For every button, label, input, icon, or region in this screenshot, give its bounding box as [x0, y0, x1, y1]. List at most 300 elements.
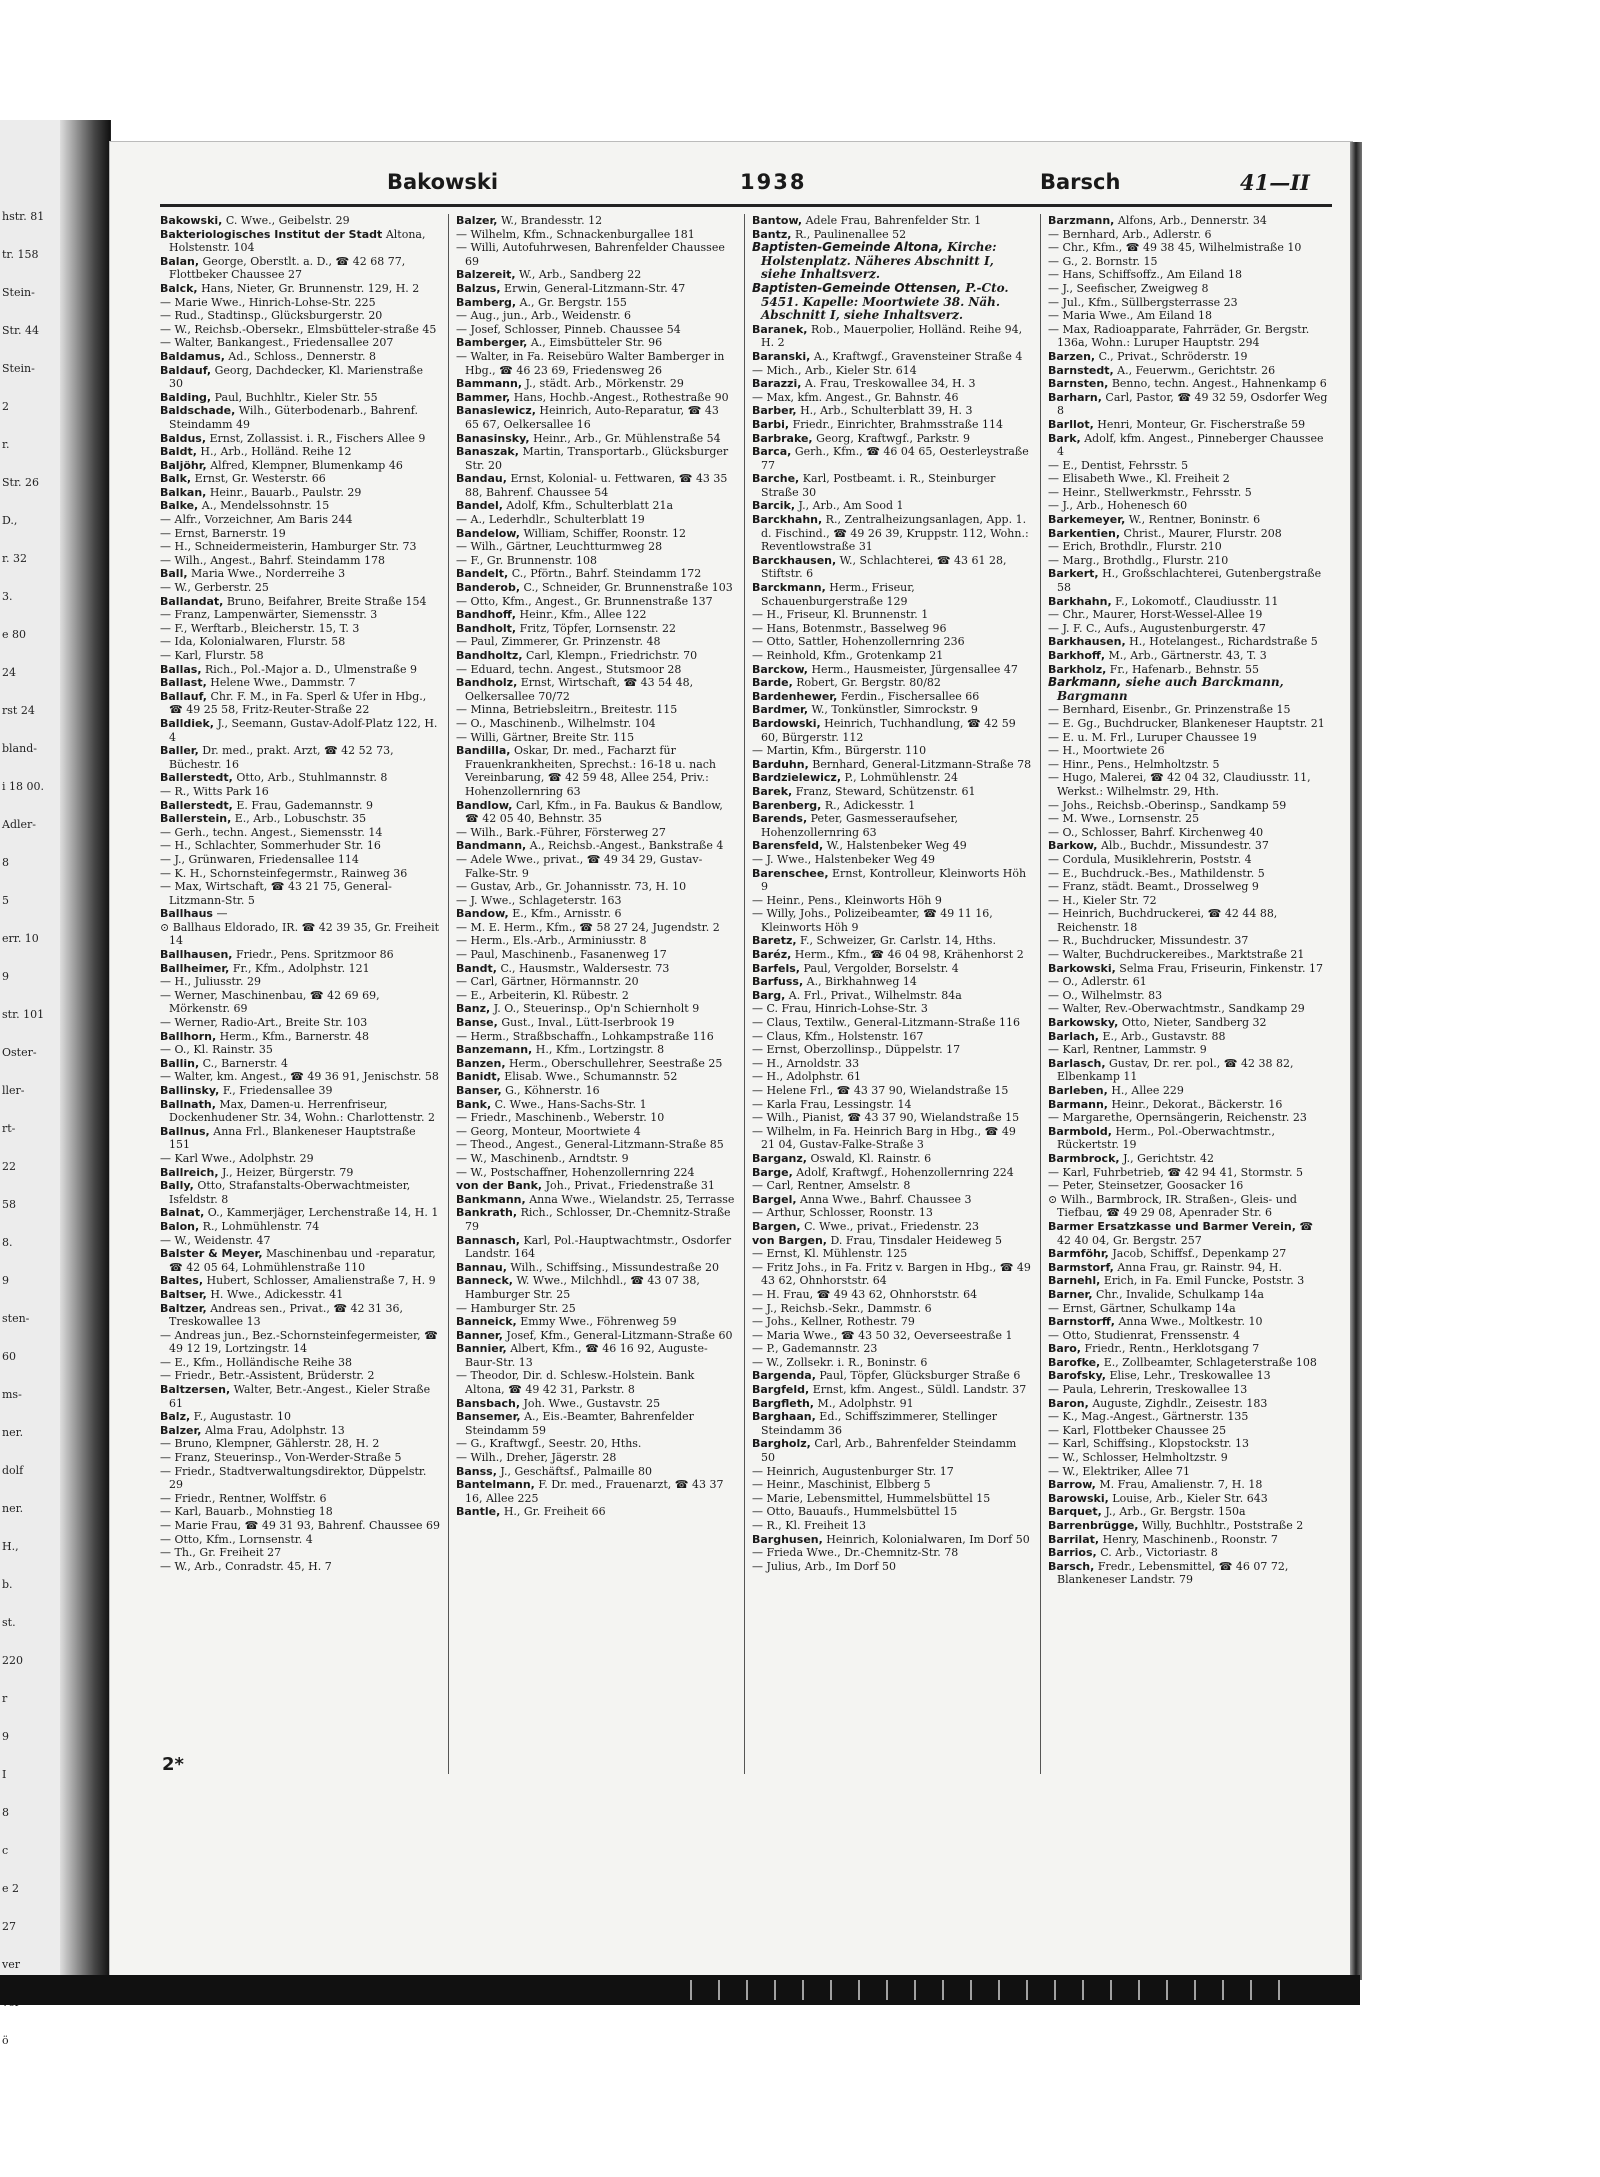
directory-entry	[456, 1111, 736, 1125]
header-last-name: Barsch	[1040, 170, 1121, 194]
directory-entry	[752, 1084, 1032, 1098]
directory-entry	[160, 581, 440, 595]
directory-entry	[752, 1315, 1032, 1329]
entry-surname: Barkentien,	[1048, 526, 1121, 540]
entry-details: A. Frl., Privat., Wilhelmstr. 84a	[788, 988, 962, 1002]
directory-entry	[456, 1397, 736, 1411]
directory-entry	[456, 1206, 736, 1233]
entry-details: E., Kfm., Arnisstr. 6	[512, 907, 622, 921]
directory-entry	[752, 717, 1032, 744]
directory-entry	[160, 1329, 440, 1356]
entry-details: Ferdin., Fischersallee 66	[840, 689, 980, 703]
directory-entry	[1048, 1533, 1328, 1547]
entry-surname: Baranek,	[752, 322, 808, 336]
directory-entry	[1048, 799, 1328, 813]
entry-surname: Barrios,	[1048, 1546, 1097, 1560]
left-page-fragment: r.	[2, 438, 10, 451]
directory-entry	[160, 635, 440, 649]
directory-entry	[456, 336, 736, 350]
directory-entry	[456, 948, 736, 962]
left-page-fragment: Adler-	[2, 818, 36, 831]
entry-details: ⊙ Ballhaus Eldorado, IR. ☎ 42 39 35, Gr. Freiheit 14	[160, 920, 440, 948]
directory-entry	[752, 432, 1032, 446]
entry-details: W. Wwe., Milchhdl., ☎ 43 07 38, Hamburger Str. 25	[465, 1274, 700, 1301]
entry-details: Max, Damen-u. Herrenfriseur, Dockenhudener Str. 34, Wohn.: Charlottenstr. 2	[169, 1097, 435, 1125]
directory-entry	[456, 391, 736, 405]
directory-entry	[160, 364, 440, 391]
directory-entry	[456, 554, 736, 568]
entry-details: — Ernst, Kl. Mühlenstr. 125	[752, 1247, 908, 1261]
directory-entry	[456, 907, 736, 921]
directory-entry	[160, 826, 440, 840]
directory-entry	[752, 635, 1032, 649]
directory-entry	[160, 282, 440, 296]
left-page-fragment: tr. 158	[2, 248, 39, 261]
entry-details: Carl, Kfm., in Fa. Baukus & Bandlow, ☎ 42 05 40, Behnstr. 35	[465, 798, 723, 826]
column-divider	[448, 214, 449, 1774]
entry-surname: Barnstedt,	[1048, 363, 1114, 377]
directory-entry	[160, 1084, 440, 1098]
directory-entry	[1048, 1166, 1328, 1180]
entry-details: — Heinrich, Buchdruckerei, ☎ 42 44 88, Reichenstr. 18	[1048, 907, 1278, 934]
entry-details: P., Lohmühlenstr. 24	[844, 771, 959, 785]
entry-details: F., Lokomotf., Claudiusstr. 11	[1115, 594, 1279, 608]
left-page-fragment: 22	[2, 1160, 16, 1173]
entry-surname: Balon,	[160, 1219, 200, 1233]
entry-details: Adolf, kfm. Angest., Pinneberger Chaussee 4	[1057, 431, 1324, 459]
directory-entry	[1048, 1030, 1328, 1044]
directory-entry	[456, 880, 736, 894]
entry-details: — O., Maschinenb., Wilhelmstr. 104	[456, 716, 656, 730]
directory-entry	[456, 296, 736, 310]
directory-entry	[1048, 1437, 1328, 1451]
directory-entry	[160, 1234, 440, 1248]
entry-details: — H., Arnoldstr. 33	[752, 1056, 860, 1070]
left-page-fragment: 9	[2, 970, 9, 983]
entry-details: Paul, Buchhltr., Kieler Str. 55	[214, 390, 378, 404]
entry-details: Herm., Oberschullehrer, Seestraße 25	[509, 1056, 723, 1070]
entry-surname: Barlasch,	[1048, 1056, 1106, 1070]
directory-entry	[456, 1369, 736, 1396]
entry-details: — Frieda Wwe., Dr.-Chemnitz-Str. 78	[752, 1546, 959, 1560]
directory-entry	[160, 649, 440, 663]
entry-details: — K., Mag.-Angest., Gärtnerstr. 135	[1048, 1410, 1249, 1424]
directory-entry	[160, 499, 440, 513]
entry-surname: Bardenhewer,	[752, 689, 838, 703]
directory-entry	[160, 921, 440, 948]
entry-details: Gustav, Dr. rer. pol., ☎ 42 38 82, Elbenkamp 11	[1057, 1056, 1294, 1084]
directory-entry	[160, 296, 440, 310]
entry-details: — Hans, Botenmstr., Basselweg 96	[752, 621, 947, 635]
entry-details: J., städt. Arb., Mörkenstr. 29	[525, 377, 684, 391]
left-page-fragment: c	[2, 1844, 9, 1857]
entry-details: — W., Postschaffner, Hohenzollernring 224	[456, 1165, 695, 1179]
directory-entry	[752, 1002, 1032, 1016]
entry-surname: Ballast,	[160, 676, 207, 690]
directory-entry	[1048, 1274, 1328, 1288]
entry-details: Ernst, Kontrolleur, Kleinworts Höh 9	[761, 866, 1027, 894]
entry-surname: Barends,	[752, 812, 808, 826]
entry-details: Fr., Hafenarb., Behnstr. 55	[1109, 662, 1260, 676]
entry-surname: Baltzer,	[160, 1301, 207, 1315]
directory-entry	[1048, 459, 1328, 473]
directory-entry	[752, 1166, 1032, 1180]
column-3	[752, 214, 1032, 1914]
entry-surname: Barghusen,	[752, 1532, 823, 1546]
entry-details: C., Pförtn., Bahrf. Steindamm 172	[511, 567, 702, 581]
page-right-edge	[1350, 142, 1362, 1980]
directory-entry	[1048, 323, 1328, 350]
entry-details: Herm., Kfm., ☎ 46 04 98, Krähenhorst 2	[794, 948, 1024, 962]
left-page-fragment: I	[2, 1768, 7, 1781]
entry-surname: Bandau,	[456, 472, 507, 486]
directory-entry	[160, 336, 440, 350]
entry-details: — Claus, Kfm., Holstenstr. 167	[752, 1029, 924, 1043]
entry-surname: Barofsky,	[1048, 1369, 1106, 1383]
directory-entry	[1048, 1057, 1328, 1084]
directory-entry	[456, 432, 736, 446]
entry-details: — Bruno, Klempner, Gählerstr. 28, H. 2	[160, 1437, 380, 1451]
directory-entry	[752, 1193, 1032, 1207]
directory-entry	[456, 1002, 736, 1016]
directory-entry	[456, 241, 736, 268]
directory-entry	[1048, 1111, 1328, 1125]
entry-surname: Banaslewicz,	[456, 404, 536, 418]
header-page-number: 41—II	[1240, 170, 1310, 195]
entry-details: — R., Kl. Freiheit 13	[752, 1519, 866, 1532]
entry-details: — J., Grünwaren, Friedensallee 114	[160, 852, 359, 866]
directory-entry	[1048, 527, 1328, 541]
directory-entry	[752, 1505, 1032, 1519]
entry-surname: Barkow,	[1048, 839, 1098, 853]
entry-details: Wilh., Schiffsing., Missundestraße 20	[510, 1260, 720, 1274]
entry-details: Maria Wwe., Norderreihe 3	[191, 567, 346, 581]
directory-entry	[752, 948, 1032, 962]
left-page-fragment: D.,	[2, 514, 18, 527]
left-page-fragment: e 2	[2, 1882, 20, 1895]
entry-details: — Paul, Zimmerer, Gr. Prinzenstr. 48	[456, 635, 661, 649]
directory-entry	[160, 1125, 440, 1152]
entry-details: Selma Frau, Friseurin, Finkenstr. 17	[1119, 961, 1323, 975]
directory-entry	[752, 1016, 1032, 1030]
entry-surname: Baltzersen,	[160, 1383, 231, 1397]
entry-surname: Balnat,	[160, 1206, 205, 1220]
entry-surname: Banzen,	[456, 1056, 506, 1070]
entry-details: — W., Gerberstr. 25	[160, 581, 269, 595]
directory-columns	[160, 214, 1332, 1914]
directory-entry	[1048, 377, 1328, 391]
entry-details: J., Heizer, Bürgerstr. 79	[222, 1165, 354, 1179]
directory-entry	[1048, 1193, 1328, 1220]
entry-details: — Ernst, Oberzollinsp., Düppelstr. 17	[752, 1043, 961, 1057]
directory-entry	[160, 1274, 440, 1288]
left-page-fragment: sten-	[2, 1312, 30, 1325]
directory-entry	[456, 1315, 736, 1329]
entry-details: Heinrich, Kolonialwaren, Im Dorf 50	[826, 1532, 1030, 1546]
entry-details: — Friedr., Maschinenb., Weberstr. 10	[456, 1111, 665, 1125]
directory-entry	[456, 567, 736, 581]
entry-details: — Marie, Lebensmittel, Hummelsbüttel 15	[752, 1491, 991, 1505]
directory-entry	[456, 1138, 736, 1152]
entry-details: C. Wwe., privat., Friedenstr. 23	[804, 1219, 979, 1233]
directory-entry	[752, 228, 1032, 242]
directory-entry	[160, 432, 440, 446]
entry-details: — Karl, Flurstr. 58	[160, 649, 264, 662]
entry-details: Rich., Pol.-Major a. D., Ulmenstraße 9	[205, 662, 417, 676]
directory-entry	[160, 1070, 440, 1084]
entry-details: M. Frau, Amalienstr. 7, H. 18	[1099, 1478, 1263, 1492]
entry-details: Auguste, Zighdlr., Zeisestr. 183	[1092, 1396, 1268, 1410]
entry-details: — G., 2. Bornstr. 15	[1048, 254, 1158, 268]
entry-details: Robert, Gr. Bergstr. 80/82	[796, 676, 941, 690]
entry-details: — W., Weidenstr. 47	[160, 1233, 271, 1247]
directory-entry	[752, 690, 1032, 704]
entry-surname: Bannau,	[456, 1260, 507, 1274]
entry-surname: Bantz,	[752, 227, 792, 241]
directory-entry	[160, 1451, 440, 1465]
entry-surname: Banz,	[456, 1002, 491, 1016]
directory-entry	[752, 758, 1032, 772]
directory-entry	[1048, 853, 1328, 867]
directory-entry	[456, 894, 736, 908]
entry-details: C., Schneider, Gr. Brunnenstraße 103	[523, 581, 733, 595]
directory-entry	[1048, 418, 1328, 432]
directory-entry	[456, 445, 736, 472]
entry-details: siehe auch Barckmann, Bargmann	[1057, 675, 1284, 703]
entry-surname: Ballhausen,	[160, 948, 233, 962]
directory-entry	[1048, 1002, 1328, 1016]
entry-surname: Ballhorn,	[160, 1029, 217, 1043]
directory-entry	[456, 962, 736, 976]
entry-details: Friedr., Pens. Spritzmoor 86	[235, 948, 394, 962]
directory-entry	[160, 255, 440, 282]
entry-details: Jacob, Schiffsf., Depenkamp 27	[1112, 1247, 1287, 1261]
entry-surname: Baljöhr,	[160, 458, 207, 472]
directory-entry	[752, 1043, 1032, 1057]
directory-entry	[1048, 758, 1328, 772]
entry-details: A., Reichsb.-Angest., Bankstraße 4	[529, 839, 724, 853]
directory-entry	[456, 744, 736, 798]
directory-entry	[456, 649, 736, 663]
directory-entry	[1048, 513, 1328, 527]
entry-details: Gerh., Kfm., ☎ 46 04 65, Oesterleystraße 77	[761, 445, 1029, 472]
entry-details: ☎ 42 40 04, Gr. Bergstr. 257	[1057, 1219, 1314, 1247]
entry-details: Georg, Kraftwgf., Parkstr. 9	[816, 431, 970, 445]
entry-details: — W., Zollsekr. i. R., Boninstr. 6	[752, 1355, 928, 1369]
entry-surname: Bargfeld,	[752, 1383, 810, 1397]
entry-surname: Ballerstedt,	[160, 798, 233, 812]
directory-entry	[456, 1084, 736, 1098]
directory-entry	[160, 975, 440, 989]
directory-entry	[160, 1043, 440, 1057]
entry-surname: Baretz,	[752, 934, 797, 948]
entry-details: — H., Kieler Str. 72	[1048, 893, 1157, 907]
entry-surname: Bantle,	[456, 1505, 501, 1519]
entry-surname: Bandholtz,	[456, 649, 523, 662]
entry-details: Carl, Pastor, ☎ 49 32 59, Osdorfer Weg 8	[1057, 390, 1328, 418]
directory-entry	[456, 608, 736, 622]
entry-details: A., Gr. Bergstr. 155	[519, 295, 627, 309]
entry-surname: Barg,	[752, 988, 786, 1002]
directory-entry	[752, 1560, 1032, 1574]
directory-entry	[456, 1043, 736, 1057]
directory-entry	[752, 744, 1032, 758]
entry-details: — F., Gr. Brunnenstr. 108	[456, 553, 598, 567]
directory-entry	[456, 214, 736, 228]
directory-entry	[160, 1288, 440, 1302]
directory-entry	[1048, 1247, 1328, 1261]
entry-details: — Heinr., Stellwerkmstr., Fehrsstr. 5	[1048, 485, 1252, 499]
directory-entry	[456, 513, 736, 527]
entry-details: — Carl, Gärtner, Hörmannstr. 20	[456, 975, 639, 989]
entry-details: A., Birkhahnweg 14	[806, 975, 917, 989]
page-header	[160, 170, 1330, 200]
directory-entry	[1048, 1261, 1328, 1275]
entry-details: — Reinhold, Kfm., Grotenkamp 21	[752, 649, 944, 662]
entry-details: — W., Arb., Conradstr. 45, H. 7	[160, 1559, 332, 1573]
entry-surname: Bamberger,	[456, 336, 528, 350]
directory-entry	[1048, 812, 1328, 826]
entry-details: W., Brandesstr. 12	[500, 214, 603, 227]
directory-entry	[752, 1519, 1032, 1533]
directory-entry	[160, 513, 440, 527]
entry-surname: Barleben,	[1048, 1084, 1108, 1097]
directory-entry	[752, 1206, 1032, 1220]
entry-surname: Barnsten,	[1048, 377, 1109, 391]
entry-details: — Willi, Gärtner, Breite Str. 115	[456, 730, 635, 744]
directory-entry	[752, 214, 1032, 228]
entry-details: Alb., Buchdr., Missundestr. 37	[1100, 839, 1269, 853]
column-2	[456, 214, 736, 1914]
directory-entry	[160, 527, 440, 541]
entry-details: Otto, Nieter, Sandberg 32	[1121, 1016, 1267, 1030]
directory-entry	[160, 1533, 440, 1547]
entry-details: Elise, Lehr., Treskowallee 13	[1109, 1369, 1271, 1383]
entry-details: — O., Wilhelmstr. 83	[1048, 988, 1163, 1002]
entry-details: — Mich., Arb., Kieler Str. 614	[752, 363, 917, 377]
directory-entry	[1048, 1424, 1328, 1438]
entry-details: A. Frau, Treskowallee 34, H. 3	[804, 377, 976, 391]
directory-entry	[1048, 1546, 1328, 1560]
directory-entry	[456, 1437, 736, 1451]
entry-details: — Heinr., Pens., Kleinworts Höh 9	[752, 893, 942, 907]
directory-entry	[1048, 1220, 1328, 1247]
entry-details: — Walter, Bankangest., Friedensallee 207	[160, 336, 394, 350]
directory-entry	[752, 1492, 1032, 1506]
entry-details: Rich., Schlosser, Dr.-Chemnitz-Straße 79	[465, 1206, 731, 1233]
entry-details: Anna Frau, gr. Rainstr. 94, H.	[1117, 1260, 1283, 1274]
left-page-fragment: 5	[2, 894, 9, 907]
entry-details: — Heinr., Maschinist, Elbberg 5	[752, 1478, 931, 1492]
entry-details: O., Kammerjäger, Lerchenstraße 14, H. 1	[207, 1206, 439, 1220]
entry-details: — Josef, Schlosser, Pinneb. Chaussee 54	[456, 322, 681, 336]
entry-surname: Bankrath,	[456, 1206, 518, 1220]
entry-details: — Karl, Rentner, Lammstr. 9	[1048, 1043, 1207, 1057]
directory-entry	[456, 1234, 736, 1261]
entry-details: J., Seemann, Gustav-Adolf-Platz 122, H. 4	[169, 716, 438, 744]
entry-surname: Ballnus,	[160, 1124, 210, 1138]
directory-entry	[160, 853, 440, 867]
entry-details: A., Kraftwgf., Gravensteiner Straße 4	[813, 349, 1023, 363]
entry-surname: Bandmann,	[456, 839, 527, 853]
entry-surname: Barmföhr,	[1048, 1247, 1109, 1261]
entry-details: — Hamburger Str. 25	[456, 1301, 576, 1315]
entry-details: C., Barnerstr. 4	[202, 1056, 289, 1070]
entry-details: Dr. med., prakt. Arzt, ☎ 42 52 73, Büchestr. 16	[169, 744, 394, 771]
entry-details: R., Zentralheizungsanlagen, App. 1. d. Fischind., ☎ 49 26 39, Kruppstr. 112, Wohn.: Reventlowstraße 31	[761, 513, 1029, 554]
entry-details: — Alfr., Vorzeichner, Am Baris 244	[160, 513, 353, 527]
left-page-fragment: 9	[2, 1730, 9, 1743]
entry-details: Ed., Schiffszimmerer, Stellinger Steindamm 36	[761, 1410, 998, 1437]
entry-surname: Barkowsky,	[1048, 1016, 1119, 1030]
entry-details: Ernst, kfm. Angest., Süldl. Landstr. 37	[812, 1383, 1027, 1397]
entry-details: Fritz, Töpfer, Lornsenstr. 22	[519, 621, 677, 635]
entry-details: Ernst, Zollassist. i. R., Fischers Allee 9	[209, 431, 426, 445]
directory-entry	[456, 731, 736, 745]
directory-entry	[456, 282, 736, 296]
directory-entry	[1048, 1302, 1328, 1316]
entry-surname: Bammann,	[456, 377, 522, 391]
entry-surname: Ballheimer,	[160, 961, 230, 975]
entry-details: — G., Kraftwgf., Seestr. 20, Hths.	[456, 1437, 642, 1451]
entry-details: — Max, Wirtschaft, ☎ 43 21 75, General-Litzmann-Str. 5	[160, 880, 392, 907]
left-page-fragment: r	[2, 1692, 8, 1705]
directory-entry	[456, 1193, 736, 1207]
directory-entry	[752, 445, 1032, 472]
entry-details: — Carl, Rentner, Amselstr. 8	[752, 1179, 911, 1193]
directory-entry	[456, 853, 736, 880]
entry-details: E., Zollbeamter, Schlageterstraße 108	[1103, 1355, 1317, 1369]
left-page-fragment: st.	[2, 1616, 16, 1629]
entry-details: — E. u. M. Frl., Luruper Chaussee 19	[1048, 730, 1257, 744]
entry-surname: Barber,	[752, 404, 797, 418]
directory-entry	[1048, 962, 1328, 976]
directory-entry	[456, 1410, 736, 1437]
left-page-fragment: hstr. 81	[2, 210, 45, 223]
entry-details: F., Augustastr. 10	[193, 1410, 291, 1424]
directory-entry	[1048, 1098, 1328, 1112]
directory-entry	[752, 364, 1032, 378]
directory-entry	[160, 595, 440, 609]
entry-surname: Baptisten-Gemeinde Ottensen,	[752, 280, 962, 295]
entry-surname: Barbrake,	[752, 431, 813, 445]
directory-entry	[752, 1288, 1032, 1302]
entry-details: Josef, Kfm., General-Litzmann-Straße 60	[506, 1328, 733, 1342]
entry-details: H., Arb., Schulterblatt 39, H. 3	[800, 404, 973, 418]
entry-details: H., Hotelangest., Richardstraße 5	[1129, 635, 1318, 649]
scan-ruler-ticks	[690, 1980, 1290, 2000]
directory-entry	[160, 472, 440, 486]
entry-details: — Wilh., Gärtner, Leuchtturmweg 28	[456, 540, 663, 554]
directory-entry	[752, 934, 1032, 948]
directory-entry	[456, 1302, 736, 1316]
directory-entry	[1048, 255, 1328, 269]
entry-details: Andreas sen., Privat., ☎ 42 31 36, Treskowallee 13	[169, 1301, 403, 1329]
directory-entry	[456, 1465, 736, 1479]
entry-details: — E., Arbeiterin, Kl. Rübestr. 2	[456, 988, 629, 1002]
directory-entry	[752, 1261, 1032, 1288]
entry-surname: Bandhoff,	[456, 608, 516, 622]
directory-entry	[1048, 1478, 1328, 1492]
entry-details: Franz, Steward, Schützenstr. 61	[795, 784, 976, 798]
directory-entry	[752, 1179, 1032, 1193]
entry-surname: Banaszak,	[456, 445, 519, 459]
entry-surname: Barharn,	[1048, 390, 1102, 404]
directory-entry	[160, 1179, 440, 1206]
entry-details: R., Paulinenallee 52	[794, 227, 907, 241]
entry-details: Hans, Hochb.-Angest., Rothestraße 90	[513, 390, 729, 404]
directory-entry	[752, 1070, 1032, 1084]
